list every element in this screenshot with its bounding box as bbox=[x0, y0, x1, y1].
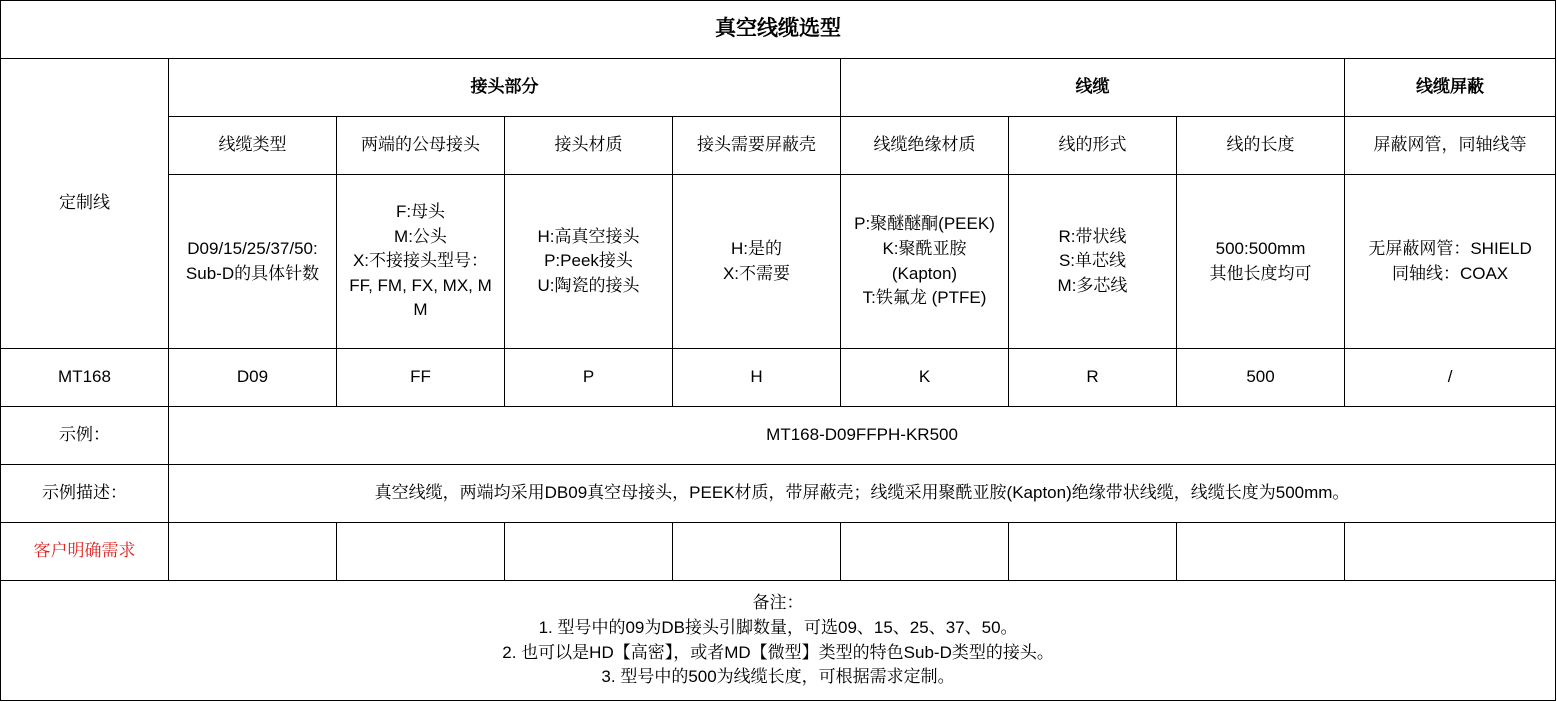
options-connector-shield-shell bbox=[673, 175, 841, 349]
option-line: M:多芯线 bbox=[1057, 275, 1128, 295]
option-line: H:高真空接头 bbox=[537, 226, 640, 246]
row-label-custom: 定制线 bbox=[1, 59, 169, 349]
customer-input-cell[interactable] bbox=[1177, 523, 1345, 581]
description-label: 示例描述： bbox=[1, 465, 169, 523]
options-cable-type bbox=[169, 175, 337, 349]
option-line: T:铁氟龙 (PTFE) bbox=[862, 288, 987, 308]
option-line: X:不接接头型号： bbox=[352, 251, 489, 271]
option-line: Sub-D的具体针数 bbox=[185, 263, 320, 283]
option-line: 同轴线：COAX bbox=[1391, 263, 1509, 283]
field-connector-shield-shell: 接头需要屏蔽壳 bbox=[673, 117, 841, 175]
options-wire-form bbox=[1009, 175, 1177, 349]
code-value-shielding: / bbox=[1345, 349, 1556, 407]
options-connector-gender bbox=[337, 175, 505, 349]
notes-block bbox=[1, 581, 1556, 701]
notes-heading: 备注： bbox=[752, 593, 804, 613]
group-header-connector: 接头部分 bbox=[169, 59, 841, 117]
option-line: S:单芯线 bbox=[1058, 251, 1127, 271]
customer-input-cell[interactable] bbox=[673, 523, 841, 581]
customer-input-cell[interactable] bbox=[841, 523, 1009, 581]
customer-input-cell[interactable] bbox=[1345, 523, 1556, 581]
customer-input-cell[interactable] bbox=[505, 523, 673, 581]
example-label: 示例： bbox=[1, 407, 169, 465]
option-line: X:不需要 bbox=[722, 263, 791, 283]
example-value: MT168-D09FFPH-KR500 bbox=[169, 407, 1556, 465]
sheet-title: 真空线缆选型 bbox=[1, 1, 1556, 59]
group-header-shield: 线缆屏蔽 bbox=[1345, 59, 1556, 117]
customer-input-cell[interactable] bbox=[1009, 523, 1177, 581]
option-line: P:聚醚醚酮(PEEK) bbox=[854, 214, 995, 234]
option-line: K:聚酰亚胺 bbox=[882, 238, 967, 258]
group-header-cable: 线缆 bbox=[841, 59, 1345, 117]
option-line: F:母头 bbox=[395, 201, 446, 221]
code-value-insulation-material: K bbox=[841, 349, 1009, 407]
code-value-wire-length: 500 bbox=[1177, 349, 1345, 407]
option-line: 无屏蔽网管：SHIELD bbox=[1368, 238, 1532, 258]
option-line: (Kapton) bbox=[891, 263, 958, 283]
option-line: M bbox=[413, 300, 428, 320]
field-cable-type: 线缆类型 bbox=[169, 117, 337, 175]
code-value-connector-shield-shell: H bbox=[673, 349, 841, 407]
field-wire-length: 线的长度 bbox=[1177, 117, 1345, 175]
description-value: 真空线缆，两端均采用DB09真空母接头，PEEK材质，带屏蔽壳；线缆采用聚酰亚胺(Kapton)绝缘带状线缆，线缆长度为500mm。 bbox=[169, 465, 1556, 523]
options-connector-material bbox=[505, 175, 673, 349]
option-line: H:是的 bbox=[731, 238, 782, 258]
option-line: R:带状线 bbox=[1058, 226, 1127, 246]
code-value-wire-form: R bbox=[1009, 349, 1177, 407]
options-insulation-material bbox=[841, 175, 1009, 349]
field-connector-gender: 两端的公母接头 bbox=[337, 117, 505, 175]
code-value-cable-type: D09 bbox=[169, 349, 337, 407]
code-prefix: MT168 bbox=[1, 349, 169, 407]
options-wire-length bbox=[1177, 175, 1345, 349]
code-value-connector-material: P bbox=[505, 349, 673, 407]
customer-input-cell[interactable] bbox=[337, 523, 505, 581]
code-value-connector-gender: FF bbox=[337, 349, 505, 407]
field-connector-material: 接头材质 bbox=[505, 117, 673, 175]
field-wire-form: 线的形式 bbox=[1009, 117, 1177, 175]
note-item: 2. 也可以是HD【高密】，或者MD【微型】类型的特色Sub-D类型的接头。 bbox=[502, 642, 1054, 662]
field-insulation-material: 线缆绝缘材质 bbox=[841, 117, 1009, 175]
option-line: U:陶瓷的接头 bbox=[537, 275, 640, 295]
option-line: 500:500mm bbox=[1215, 238, 1306, 258]
customer-input-cell[interactable] bbox=[169, 523, 337, 581]
options-shielding bbox=[1345, 175, 1556, 349]
option-line: P:Peek接头 bbox=[544, 251, 633, 271]
field-shielding: 屏蔽网管，同轴线等 bbox=[1345, 117, 1556, 175]
customer-requirement-label: 客户明确需求 bbox=[1, 523, 169, 581]
option-line: M:公头 bbox=[394, 226, 447, 246]
note-item: 3. 型号中的500为线缆长度，可根据需求定制。 bbox=[601, 667, 955, 687]
note-item: 1. 型号中的09为DB接头引脚数量，可选09、15、25、37、50。 bbox=[538, 617, 1018, 637]
option-line: 其他长度均可 bbox=[1209, 263, 1312, 283]
option-line: D09/15/25/37/50: bbox=[187, 238, 318, 258]
option-line: FF, FM, FX, MX, M bbox=[349, 275, 492, 295]
